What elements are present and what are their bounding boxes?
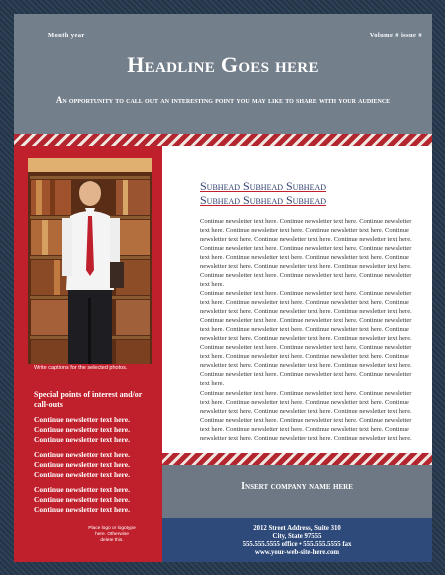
top-stripe-divider xyxy=(14,134,432,146)
logo-placeholder: Place logo or logotype here. Otherwise delete this. xyxy=(88,526,136,543)
phone-fax: 555.555.5555 office • 555.555.5555 fax xyxy=(242,541,352,548)
list-item: Continue newsletter text here. xyxy=(34,470,130,479)
list-item: Continue newsletter text here. xyxy=(34,485,130,494)
list-item: Continue newsletter text here. xyxy=(34,495,130,504)
list-item: Continue newsletter text here. xyxy=(34,505,130,514)
body-paragraph-2: Continue newsletter text here. Continue newsletter text here. Continue newsletter text here. Continue newsletter text here. Continue newsletter text here. Continue newsletter text here. Continue newsletter text here. Continue newsletter text here. Continue newsletter text here. Continue newsletter text here. Continue newsletter text here. Continue newsletter text here. Continue newsletter text here. Continue newsletter text here. Continue newsletter text here. Continue newsletter text here. Continue newsletter text here. Continue newsletter text here. Continue newsletter text here. Continue newsletter text here. Continue newsletter text here. Continue newsletter text here. Continue newsletter text here. Continue newsletter text here. Continue newsletter text here. Continue newsletter text here. Continue newsletter text here. xyxy=(200,290,412,387)
list-item: Continue newsletter text here. xyxy=(34,435,130,444)
company-name: Insert company name here xyxy=(241,481,353,492)
street-address: 2012 Street Address, Suite 310 xyxy=(253,525,341,532)
special-points-list xyxy=(34,415,158,515)
subhead xyxy=(200,179,420,207)
photo-caption: Write captions for the selected photos. xyxy=(34,365,128,371)
list-item: Continue newsletter text here. xyxy=(34,415,130,424)
company-banner xyxy=(162,465,432,518)
list-item: Continue newsletter text here. xyxy=(34,460,130,469)
newsletter-frame xyxy=(14,14,432,562)
address-block xyxy=(162,518,432,562)
headline: Headline Goes here xyxy=(127,52,319,77)
website: www.your-web-site-here.com xyxy=(254,549,340,556)
subhead-line-1: Subhead Subhead Subhead xyxy=(200,179,327,193)
lawyer-photo xyxy=(28,158,152,364)
body-paragraph-3: Continue newsletter text here. Continue newsletter text here. Continue newsletter text here. Continue newsletter text here. Continue newsletter text here. Continue newsletter text here. Continue newsletter text here. Continue newsletter text here. Continue newsletter text here. Continue newsletter text here. Continue newsletter text here. Continue newsletter text here. Continue newsletter text here. Continue newsletter text here. Continue newsletter text here. Continue newsletter text here. xyxy=(200,390,412,442)
volume-issue: Volume # issue # xyxy=(369,32,422,39)
bottom-stripe-divider xyxy=(162,453,432,465)
month-year: Month year xyxy=(48,32,85,39)
body-paragraph-1: Continue newsletter text here. Continue newsletter text here. Continue newsletter text here. Continue newsletter text here. Continue newsletter text here. Continue newsletter text here. Continue newsletter text here. Continue newsletter text here. Continue newsletter text here. Continue newsletter text here. Continue newsletter text here. Continue newsletter text here. Continue newsletter text here. Continue newsletter text here. Continue newsletter text here. Continue newsletter text here. Continue newsletter text here. Continue newsletter text here. Continue newsletter text here. xyxy=(200,218,412,288)
special-points-title: Special points of interest and/or call-outs xyxy=(34,390,143,409)
city-state: City, State 97555 xyxy=(272,533,322,540)
subhead-line-2: Subhead Subhead Subhead xyxy=(200,193,327,207)
intro-text: An opportunity to call out an interesting point you may like to share with your audience xyxy=(55,95,391,105)
masthead xyxy=(14,14,432,134)
list-item: Continue newsletter text here. xyxy=(34,450,130,459)
list-item: Continue newsletter text here. xyxy=(34,425,130,434)
